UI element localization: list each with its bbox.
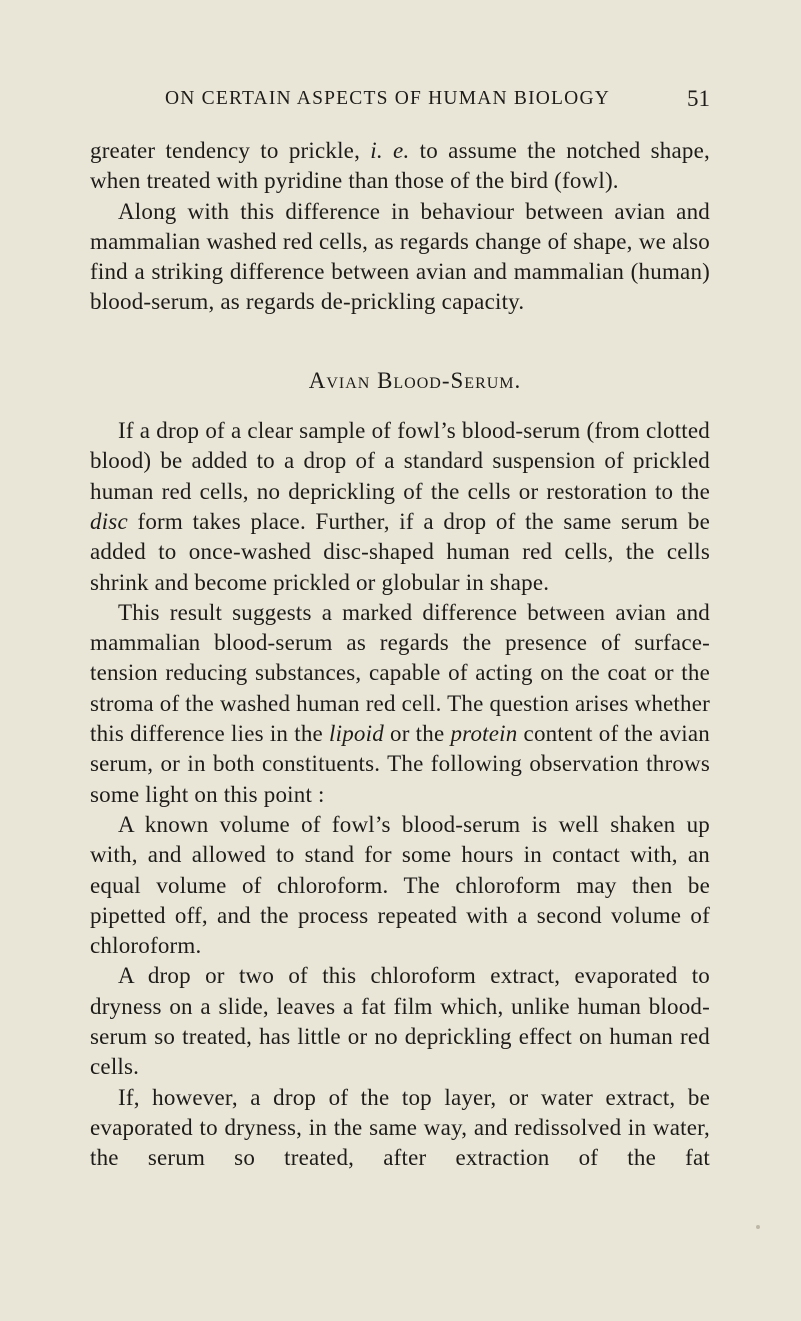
page-number: 51: [687, 86, 710, 111]
italic-term: disc: [90, 508, 128, 534]
paragraph-text: If a drop of a clear sample of fowl’s blood-serum (from clotted blood) be added to a drop of a standard suspension of prickled human red cells, no deprickling of the cells or restoration to the: [90, 418, 710, 504]
paragraph-text: to assume the notched shape, when treated with pyridine than those of the bird (fowl).: [90, 138, 710, 194]
italic-term: lipoid: [329, 721, 384, 747]
paragraph-continued: [90, 136, 710, 197]
paragraph-text: form takes place. Further, if a drop of the same serum be added to once-washed disc-shaped human red cells, the cells shrink and become prickled or globular in shape.: [90, 508, 710, 595]
paragraph-text: greater tendency to prickle,: [90, 138, 371, 163]
paragraph: [90, 416, 710, 598]
running-header: [165, 84, 710, 114]
section-heading: Avian Blood-Serum.: [308, 367, 522, 393]
paper-speck: [756, 1225, 760, 1229]
italic-term: protein: [450, 721, 518, 747]
paragraph: A drop or two of this chloroform extract, evaporated to dryness on a slide, leaves a fat film which, unlike human blood-serum so treated, has little or no deprickling effect on human red cells.: [90, 963, 710, 1080]
paragraph: Along with this difference in behaviour between avian and mammalian washed red cells, as regards change of shape, we also find a striking difference between avian and mammalian (human) blood-serum, as regards de-prickling capacity.: [90, 198, 710, 315]
paragraph-text: content of the avian serum, or in both constituents. The following observation throws some light on this point :: [90, 721, 710, 807]
italic-abbreviation: i. e.: [370, 138, 410, 163]
paragraph: If, however, a drop of the top layer, or water extract, be evaporated to dryness, in the same way, and redissolved in water, the serum so treated, after extraction of the fat: [90, 1084, 710, 1171]
paragraph-text: or the: [383, 721, 451, 747]
paragraph: [90, 598, 710, 810]
paragraph: A known volume of fowl’s blood-serum is well shaken up with, and allowed to stand for some hours in contact with, an equal volume of chloroform. The chloroform may then be pipetted off, and the process repeated with a second volume of chloroform.: [90, 811, 710, 959]
paragraph-text: This result suggests a marked difference between avian and mammalian blood-serum as regards the presence of surface-tension reducing substances, capable of acting on the coat or the stroma of the washed human red cell. The question arises whether this difference lies in the: [90, 599, 710, 747]
running-title: ON CERTAIN ASPECTS OF HUMAN BIOLOGY: [165, 88, 611, 109]
body-text: [90, 136, 710, 1174]
